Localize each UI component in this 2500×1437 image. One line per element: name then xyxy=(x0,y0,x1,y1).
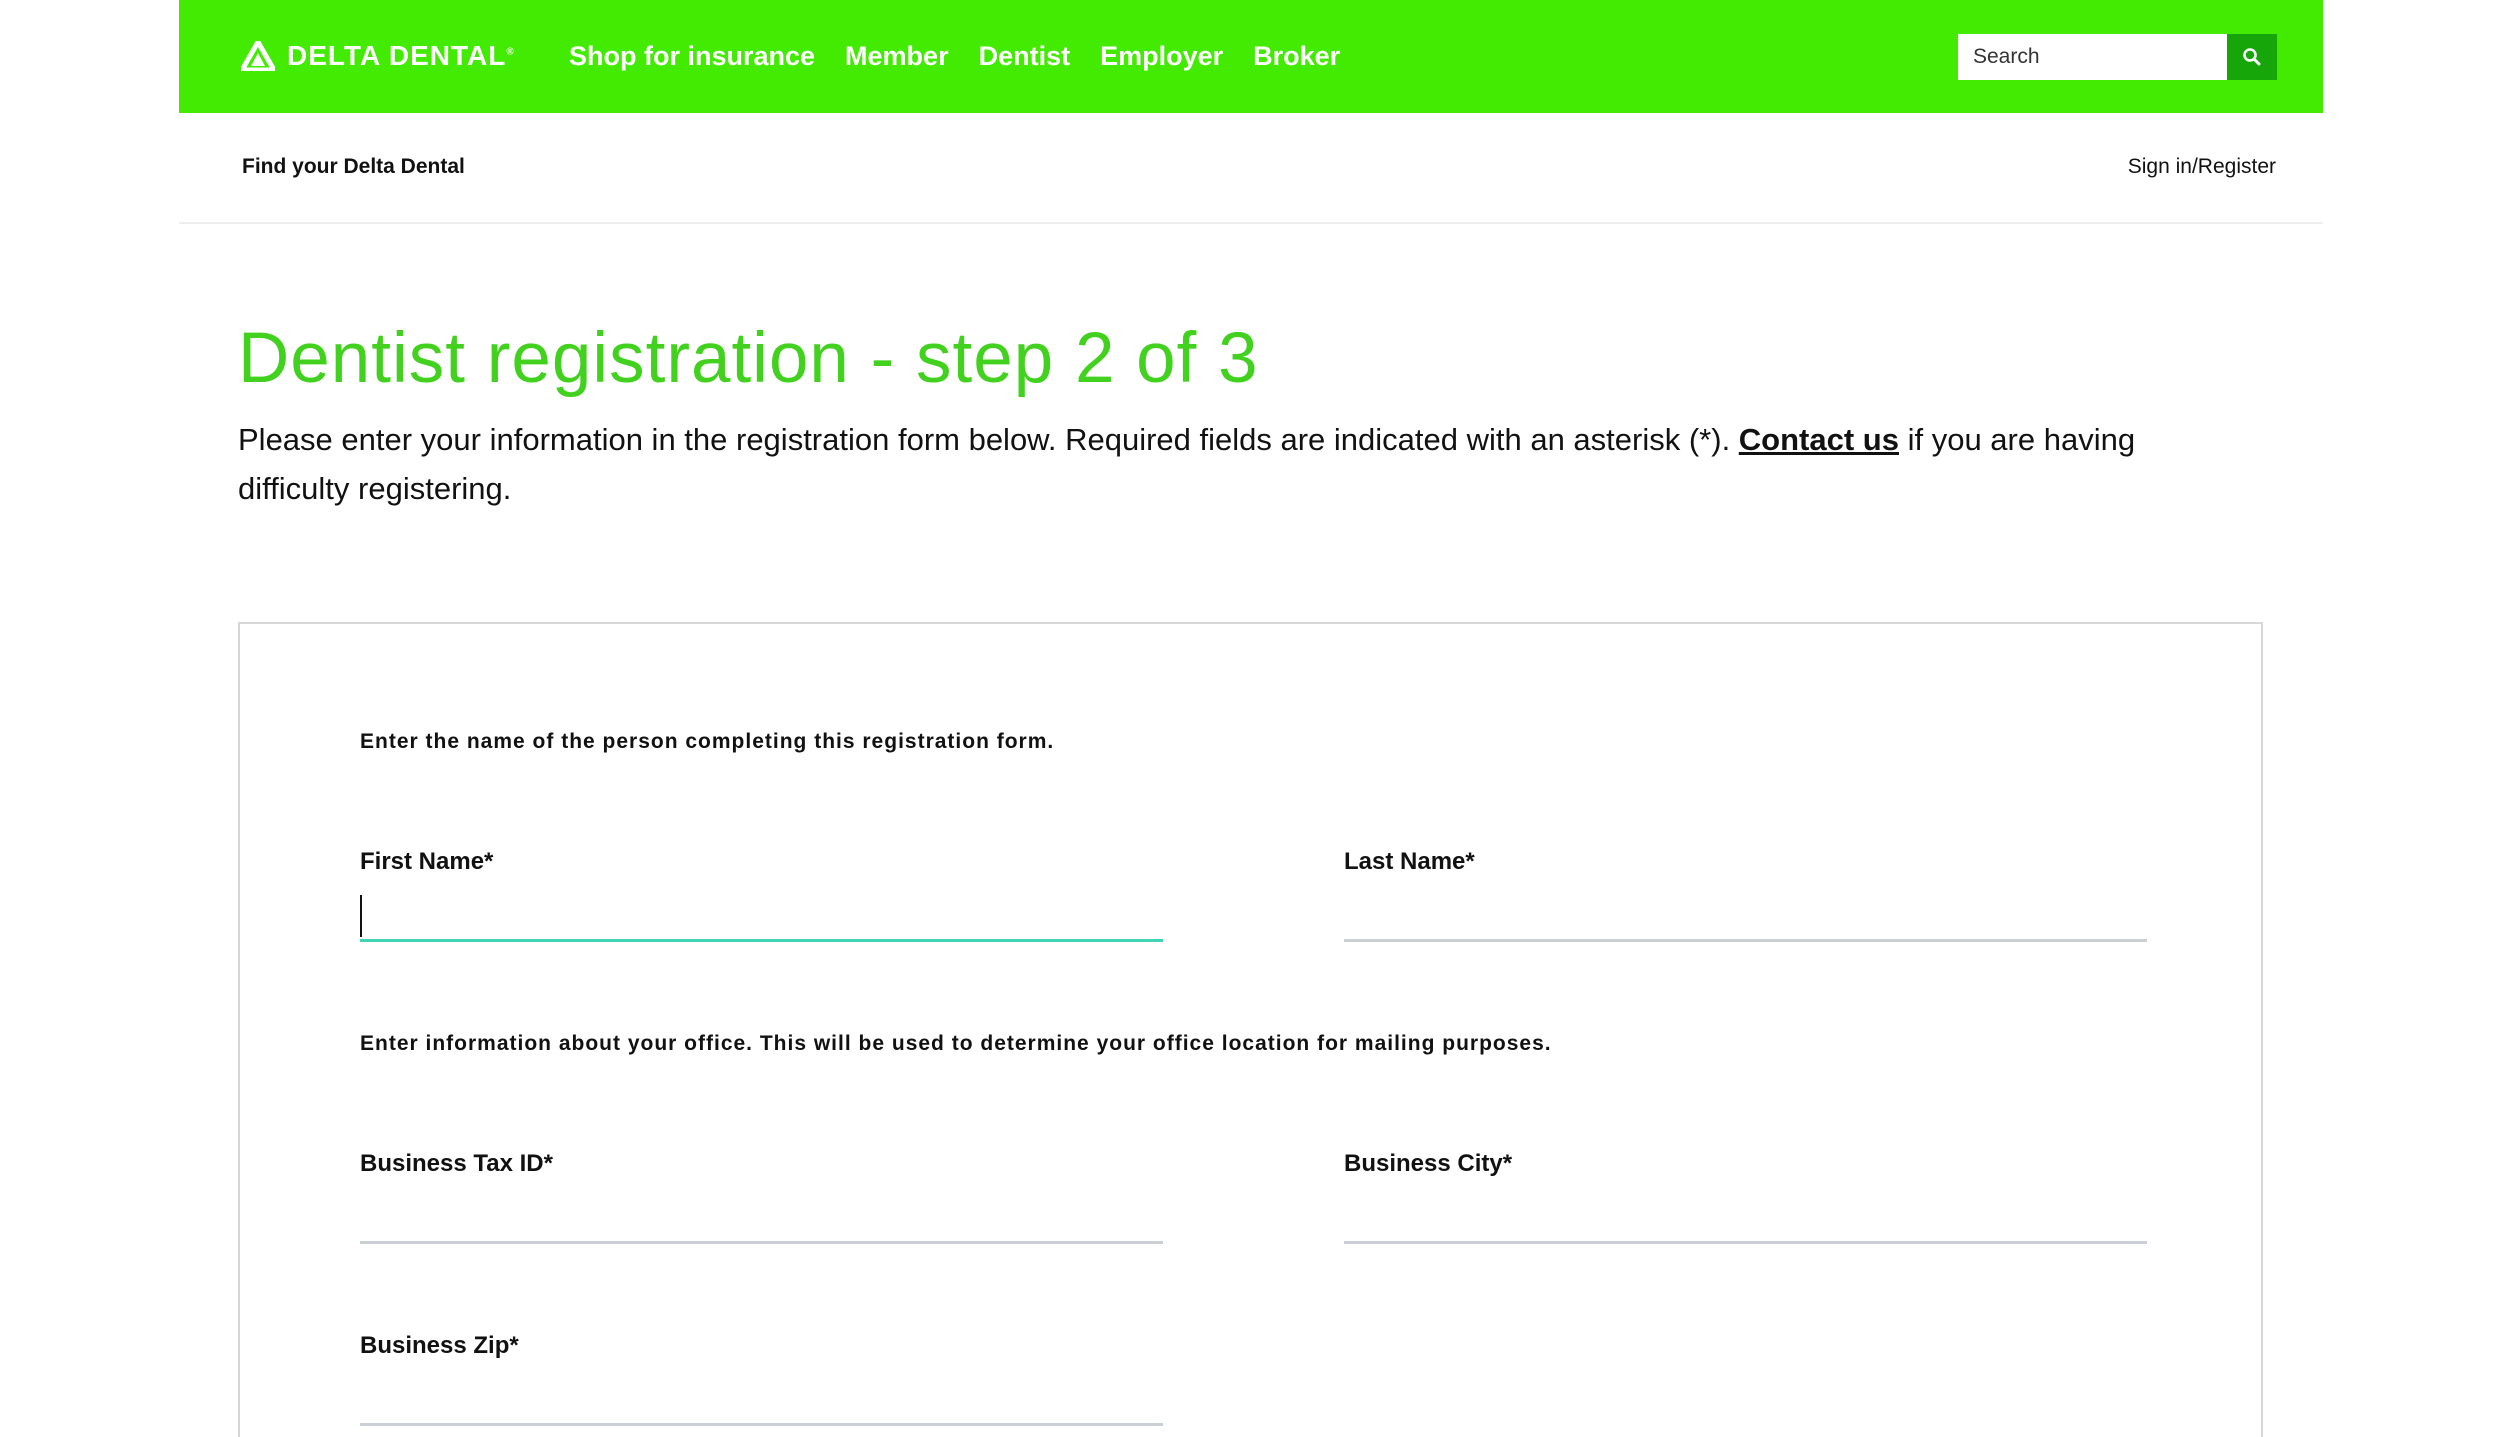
first-name-field xyxy=(360,848,1163,942)
last-name-label: Last Name* xyxy=(1344,848,1475,875)
business-city-label: Business City* xyxy=(1344,1150,1513,1177)
business-zip-label: Business Zip* xyxy=(360,1332,519,1359)
business-tax-id-label: Business Tax ID* xyxy=(360,1150,553,1177)
registration-form xyxy=(238,622,2263,1437)
delta-dental-logo[interactable] xyxy=(241,40,515,72)
nav-shop-for-insurance[interactable]: Shop for insurance xyxy=(569,41,816,71)
find-your-delta-dental-link[interactable]: Find your Delta Dental xyxy=(242,155,465,178)
nav-member[interactable]: Member xyxy=(845,41,949,71)
first-name-label: First Name* xyxy=(360,848,494,875)
first-name-input[interactable] xyxy=(360,884,1163,942)
search-icon xyxy=(2242,47,2262,67)
top-header xyxy=(179,0,2323,113)
nav-dentist[interactable]: Dentist xyxy=(978,41,1071,71)
business-city-field xyxy=(1344,1150,2147,1244)
office-instruction: Enter information about your office. This will be used to determine your office location for mailing purposes. xyxy=(360,1032,1552,1055)
delta-logo-icon xyxy=(241,41,275,71)
intro-text: Please enter your information in the registration form below. Required fields are indicated with an asterisk (*). Contact us if you are having difficulty registering. xyxy=(238,422,2136,506)
search-box xyxy=(1958,34,2277,80)
main-nav xyxy=(569,0,1340,113)
business-city-input[interactable] xyxy=(1344,1186,2147,1244)
last-name-field xyxy=(1344,848,2147,942)
name-instruction: Enter the name of the person completing this registration form. xyxy=(360,730,1055,753)
business-zip-field xyxy=(360,1332,1163,1426)
nav-employer[interactable]: Employer xyxy=(1100,41,1224,71)
last-name-input[interactable] xyxy=(1344,884,2147,942)
business-tax-id-input[interactable] xyxy=(360,1186,1163,1244)
search-button[interactable] xyxy=(2227,34,2277,80)
nav-broker[interactable]: Broker xyxy=(1253,41,1341,71)
sign-in-register-link[interactable]: Sign in/Register xyxy=(2127,155,2276,178)
page-title: Dentist registration - step 2 of 3 xyxy=(238,319,1259,398)
search-input[interactable] xyxy=(1958,34,2227,80)
contact-us-link[interactable]: Contact us xyxy=(1738,422,1899,457)
logo-text: DELTA DENTAL® xyxy=(287,40,515,71)
business-tax-id-field xyxy=(360,1150,1163,1244)
sub-header xyxy=(179,113,2323,224)
text-caret xyxy=(360,895,362,937)
business-zip-input[interactable] xyxy=(360,1368,1163,1426)
